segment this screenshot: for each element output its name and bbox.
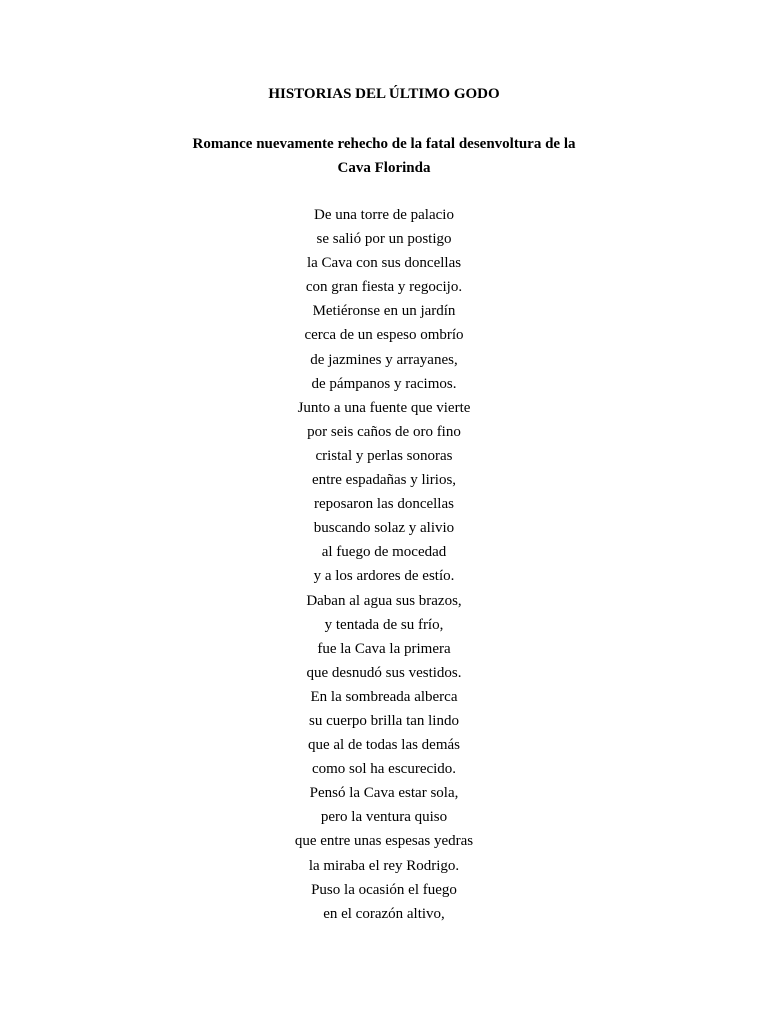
poem-verse: Pensó la Cava estar sola, — [309, 785, 459, 802]
poem-verse: de pámpanos y racimos. — [311, 375, 457, 392]
poem-verse: en el corazón altivo, — [323, 905, 445, 922]
poem-verse: Junto a una fuente que vierte — [297, 399, 471, 416]
poem-verse: fue la Cava la primera — [317, 640, 451, 657]
poem-verse: reposaron las doncellas — [314, 496, 454, 513]
poem-verse: que desnudó sus vestidos. — [306, 664, 462, 681]
poem-body — [0, 203, 768, 926]
poem-verse: Puso la ocasión el fuego — [311, 881, 457, 898]
poem-verse: se salió por un postigo — [316, 231, 452, 248]
poem-verse: Daban al agua sus brazos, — [306, 592, 462, 609]
poem-verse: que al de todas las demás — [307, 737, 461, 754]
poem-verse: por seis caños de oro fino — [307, 423, 461, 440]
poem-verse: pero la ventura quiso — [320, 809, 448, 826]
poem-verse: la Cava con sus doncellas — [306, 255, 462, 272]
poem-verse: De una torre de palacio — [314, 207, 454, 223]
poem-verse: cerca de un espeso ombrío — [304, 327, 464, 344]
poem-verse: al fuego de mocedad — [321, 544, 447, 561]
subtitle-line: Cava Florinda — [337, 160, 431, 176]
poem-verse: la miraba el rey Rodrigo. — [308, 857, 460, 874]
subtitle-line: Romance nuevamente rehecho de la fatal desenvoltura de la — [192, 136, 576, 152]
poem-verse: como sol ha escurecido. — [311, 761, 457, 778]
poem-verse: y tentada de su frío, — [324, 616, 444, 633]
poem-verse: su cuerpo brilla tan lindo — [309, 712, 459, 729]
poem-verse: que entre unas espesas yedras — [294, 833, 474, 850]
poem-verse: con gran fiesta y regocijo. — [305, 279, 463, 296]
poem-verse: de jazmines y arrayanes, — [310, 351, 458, 368]
poem-verse: Metiéronse en un jardín — [312, 303, 456, 320]
document-subtitle — [0, 132, 768, 180]
poem-verse: cristal y perlas sonoras — [315, 447, 453, 464]
poem-verse: entre espadañas y lirios, — [311, 472, 457, 489]
poem-verse: En la sombreada alberca — [310, 688, 458, 705]
document-title: HISTORIAS DEL ÚLTIMO GODO — [268, 86, 500, 102]
poem-verse: buscando solaz y alivio — [313, 520, 455, 537]
poem-verse: y a los ardores de estío. — [313, 568, 455, 585]
